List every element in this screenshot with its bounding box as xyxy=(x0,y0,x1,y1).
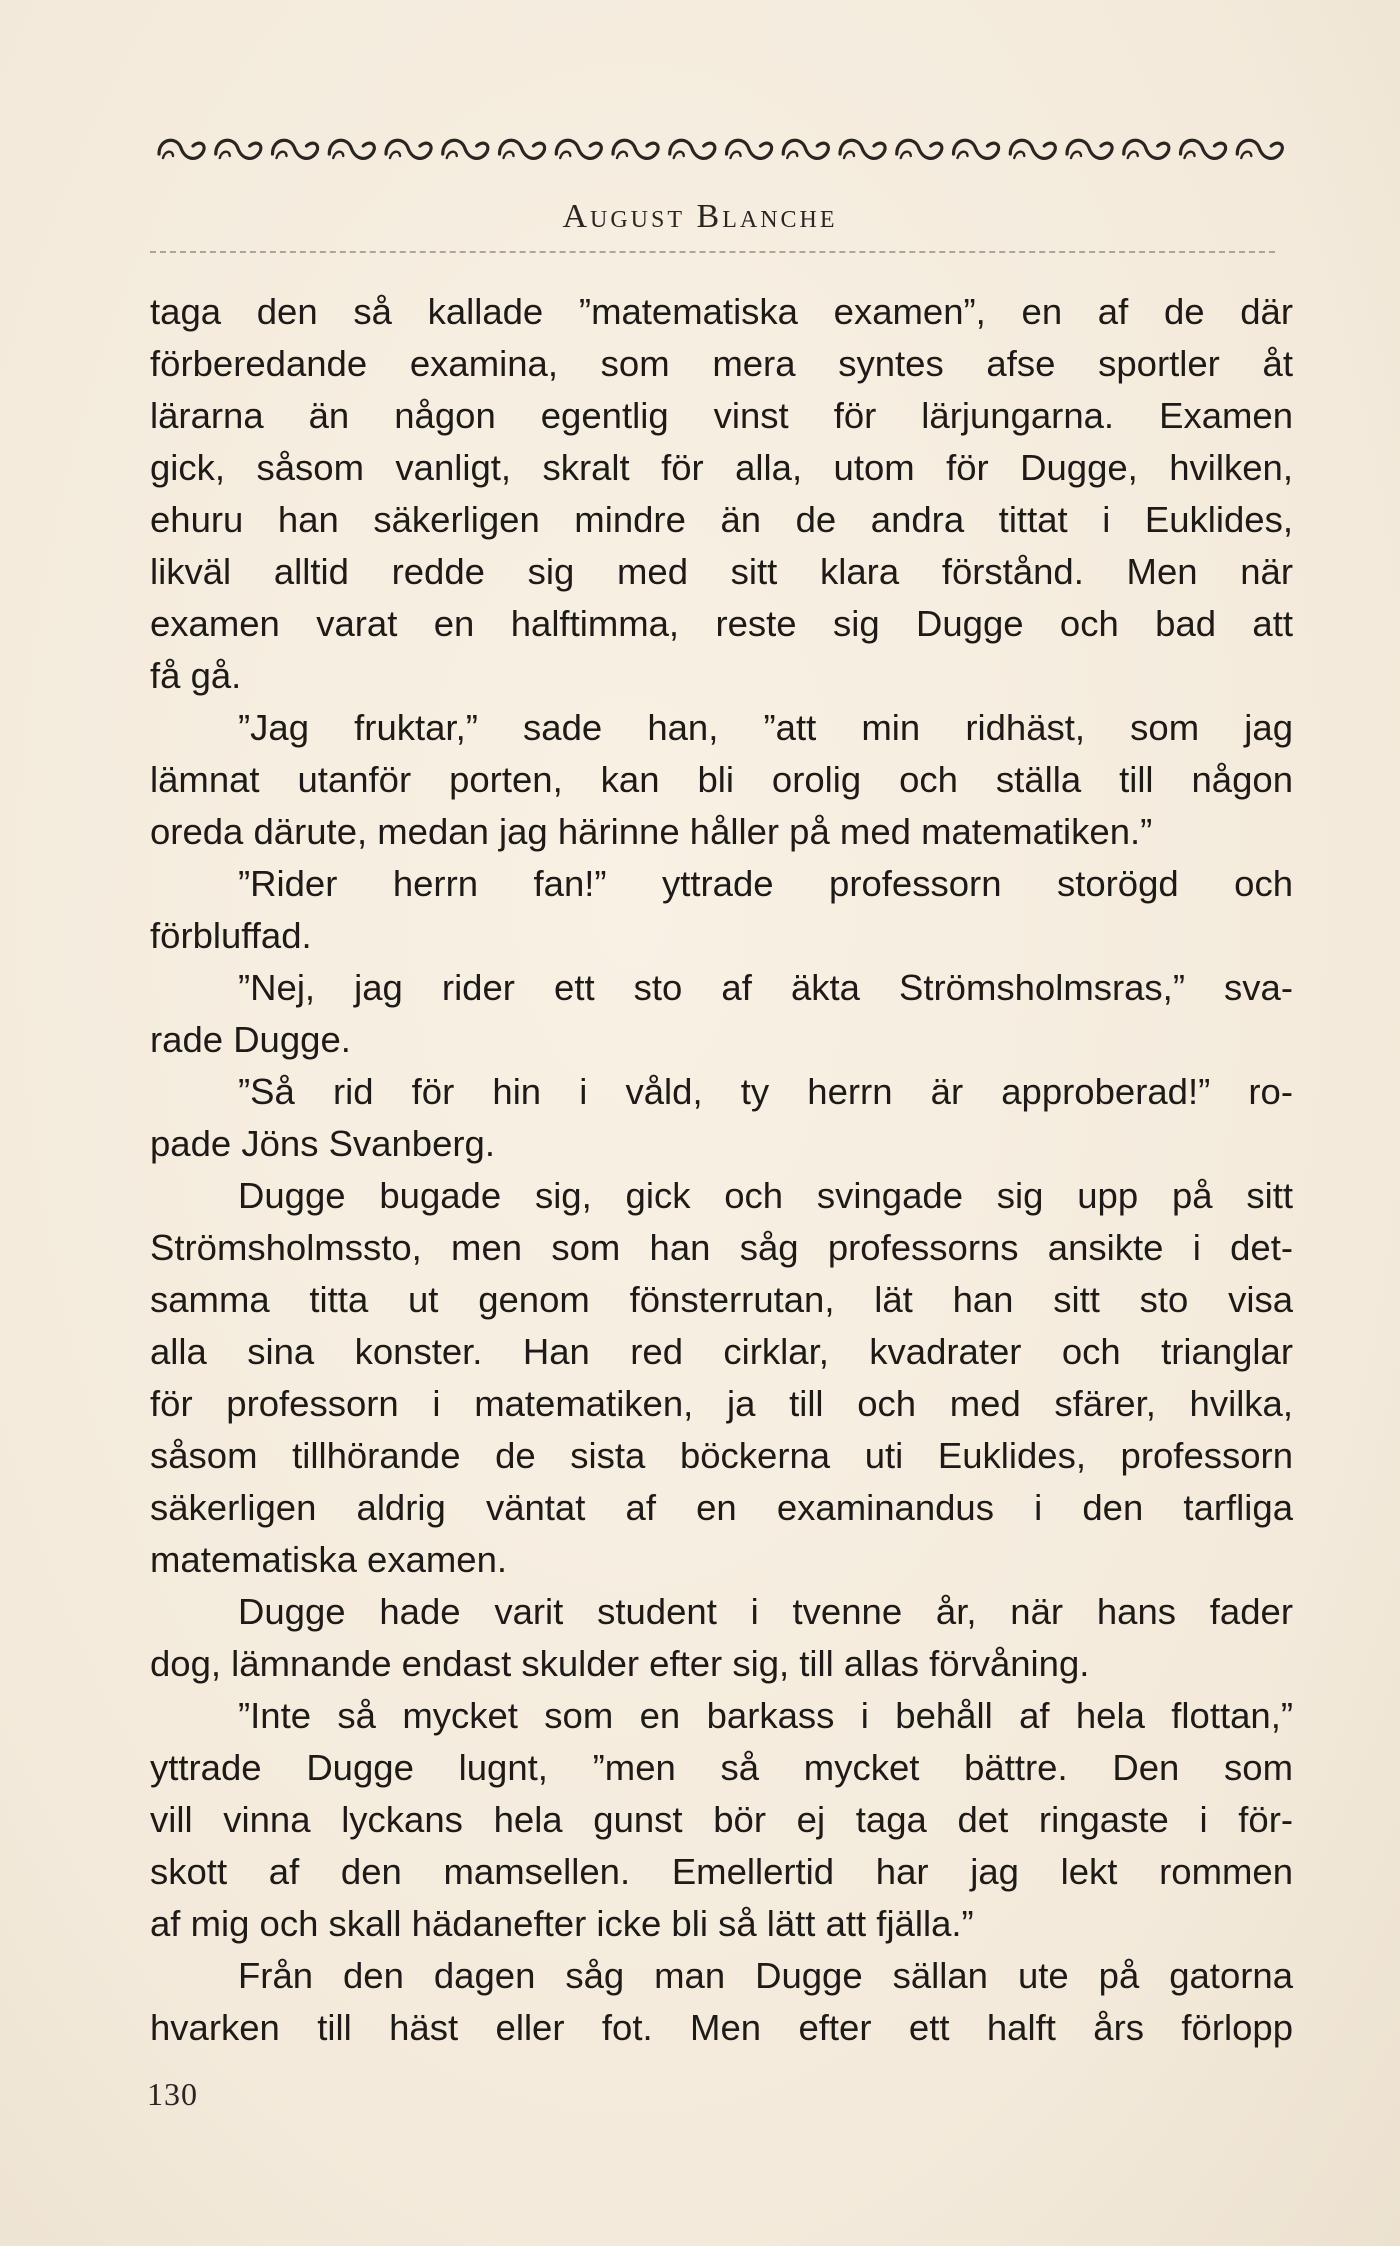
text-line: oreda därute, medan jag härinne håller på med matematiken.” xyxy=(150,811,1153,852)
scroll-wave-border-icon xyxy=(155,128,1290,170)
text-line: ”Rider herrn fan!” yttrade professorn storögd och xyxy=(238,863,1293,904)
text-line: ”Inte så mycket som en barkass i behåll af hela flottan,” xyxy=(238,1695,1293,1736)
text-line: ”Så rid för hin i våld, ty herrn är approberad!” ro- xyxy=(238,1071,1293,1112)
text-line: Strömsholmssto, men som han såg professorns ansikte i det- xyxy=(150,1227,1293,1268)
running-head: August Blanche xyxy=(562,198,838,235)
text-line: skott af den mamsellen. Emellertid har jag lekt rommen xyxy=(150,1851,1293,1892)
text-line: dog, lämnande endast skulder efter sig, till allas förvåning. xyxy=(150,1643,1090,1684)
text-line: Från den dagen såg man Dugge sällan ute på gatorna xyxy=(238,1955,1293,1996)
text-line: Dugge bugade sig, gick och svingade sig upp på sitt xyxy=(238,1175,1293,1216)
body-text xyxy=(150,286,1293,2054)
text-line: säkerligen aldrig väntat af en examinandus i den tarfliga xyxy=(150,1487,1293,1528)
text-line: förbluffad. xyxy=(150,915,312,956)
text-line: ehuru han säkerligen mindre än de andra tittat i Euklides, xyxy=(150,499,1293,540)
text-line: såsom tillhörande de sista böckerna uti Euklides, professorn xyxy=(150,1435,1293,1476)
page-number: 130 xyxy=(147,2076,198,2112)
text-line: examen varat en halftimma, reste sig Dugge och bad att xyxy=(150,603,1293,644)
text-line: matematiska examen. xyxy=(150,1539,508,1580)
text-line: förberedande examina, som mera syntes afse sportler åt xyxy=(150,343,1293,384)
text-line: yttrade Dugge lugnt, ”men så mycket bättre. Den som xyxy=(150,1747,1293,1788)
text-line: rade Dugge. xyxy=(150,1019,351,1060)
text-line: ”Nej, jag rider ett sto af äkta Strömsholmsras,” sva- xyxy=(238,967,1293,1008)
text-line: vill vinna lyckans hela gunst bör ej taga det ringaste i för- xyxy=(150,1799,1293,1840)
text-line: alla sina konster. Han red cirklar, kvadrater och trianglar xyxy=(150,1331,1293,1372)
header-rule xyxy=(150,251,1275,253)
text-line: lämnat utanför porten, kan bli orolig och ställa till någon xyxy=(150,759,1293,800)
text-line: Dugge hade varit student i tvenne år, när hans fader xyxy=(238,1591,1293,1632)
text-line: af mig och skall hädanefter icke bli så lätt att fjälla.” xyxy=(150,1903,974,1944)
text-line: likväl alltid redde sig med sitt klara förstånd. Men när xyxy=(150,551,1293,592)
text-line: ”Jag fruktar,” sade han, ”att min ridhäst, som jag xyxy=(238,707,1293,748)
text-line: samma titta ut genom fönsterrutan, lät han sitt sto visa xyxy=(150,1279,1293,1320)
text-line: lärarna än någon egentlig vinst för lärjungarna. Examen xyxy=(150,395,1293,436)
text-line: för professorn i matematiken, ja till och med sfärer, hvilka, xyxy=(150,1383,1293,1424)
text-line: få gå. xyxy=(150,655,242,696)
text-line: gick, såsom vanligt, skralt för alla, utom för Dugge, hvilken, xyxy=(150,447,1293,488)
text-line: taga den så kallade ”matematiska examen”, en af de där xyxy=(150,291,1293,332)
text-line: pade Jöns Svanberg. xyxy=(150,1123,495,1164)
text-line: hvarken till häst eller fot. Men efter ett halft års förlopp xyxy=(150,2007,1293,2048)
